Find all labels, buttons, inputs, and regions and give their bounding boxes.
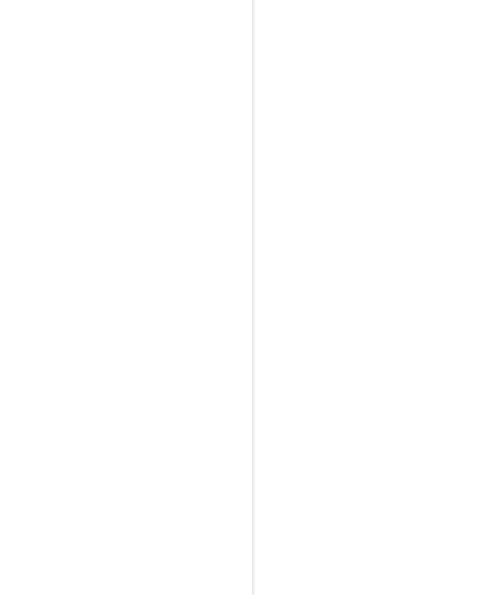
page-gutter (252, 0, 256, 595)
